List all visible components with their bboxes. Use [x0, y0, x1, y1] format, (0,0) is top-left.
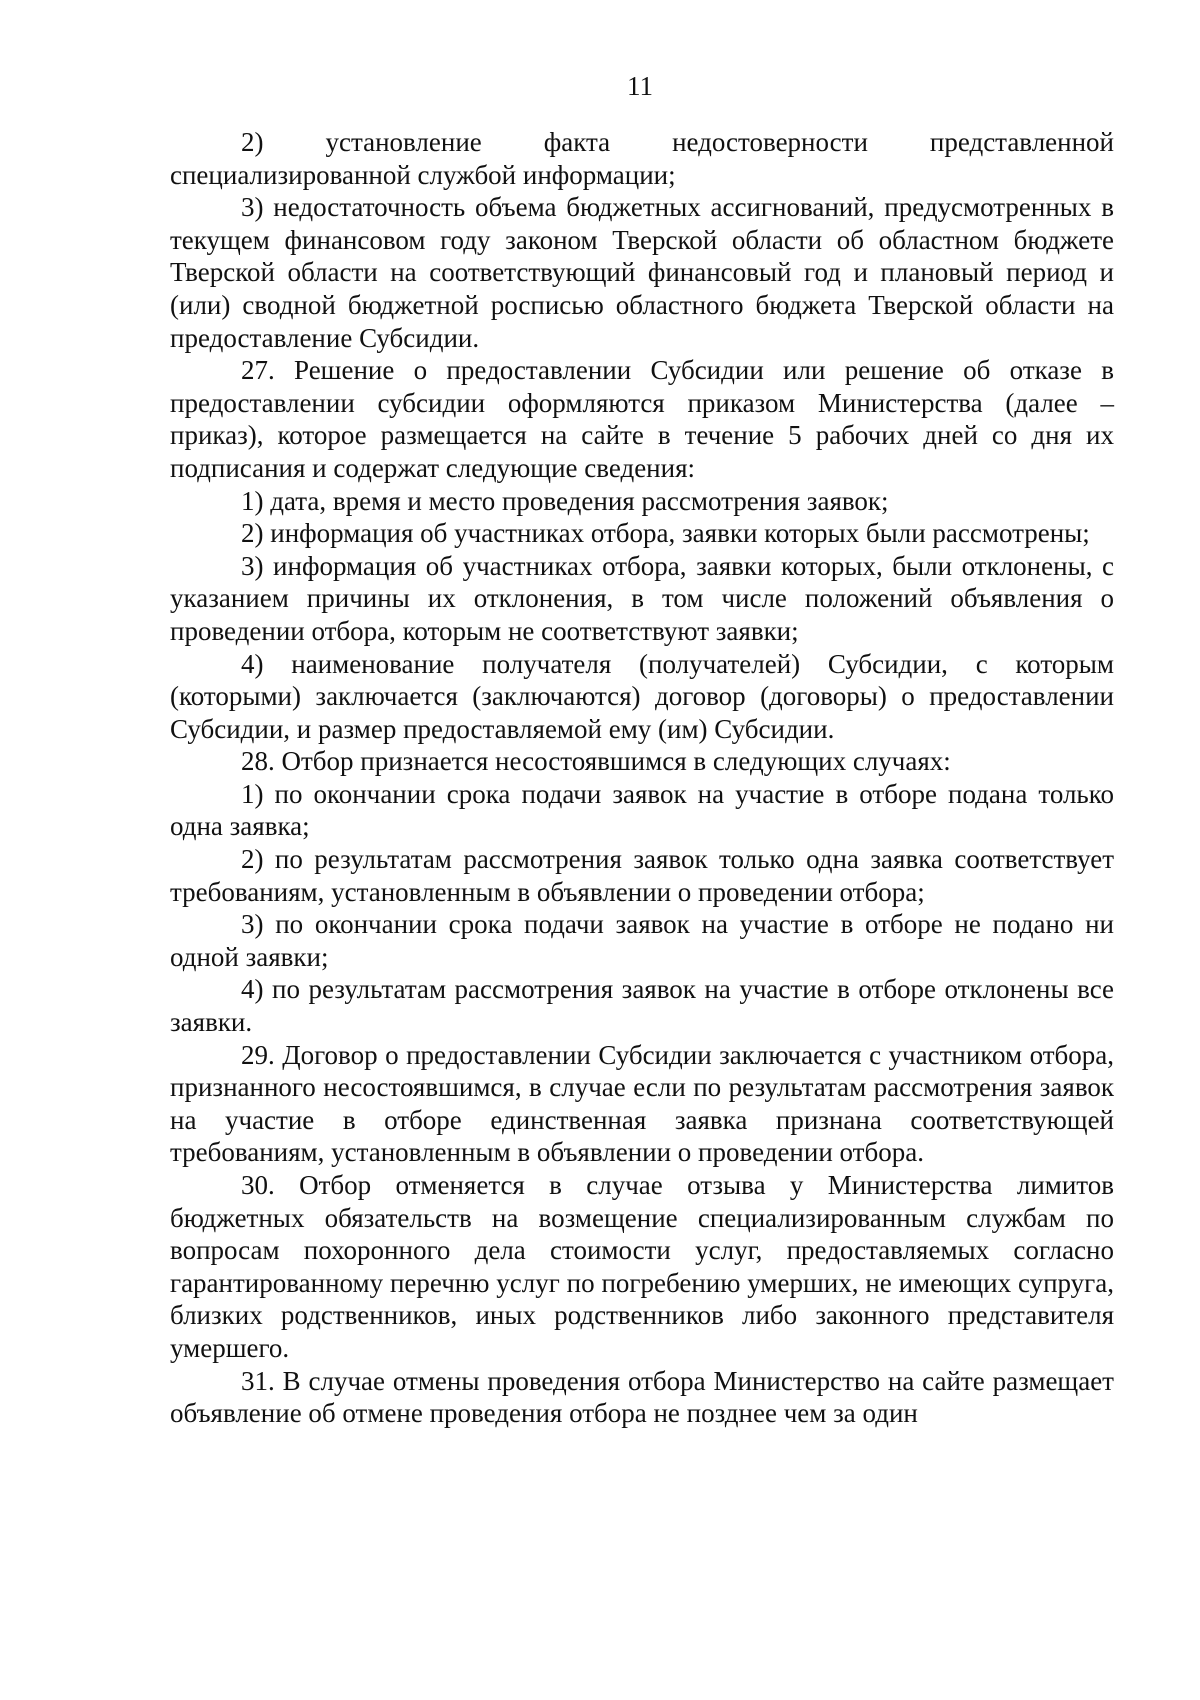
paragraph-clause-28-item-2: 2) по результатам рассмотрения заявок только одна заявка соответствует требованиям, установленным в объявлении о проведении отбора; — [170, 844, 1114, 907]
paragraph-clause-29: 29. Договор о предоставлении Субсидии заключается с участником отбора, признанного несостоявшимся, в случае если по результатам рассмотрения заявок на участие в отборе единственная заявка признана соответствующей требованиям, установленным в объявлении о проведении отбора. — [170, 1039, 1114, 1168]
paragraph-clause-30: 30. Отбор отменяется в случае отзыва у Министерства лимитов бюджетных обязательств на возмещение специализированным службам по вопросам похоронного дела стоимости услуг, предоставляемых согласно гарантированному перечню услуг по погребению умерших, не имеющих супруга, близких родственников, иных родственников либо законного представителя умершего. — [170, 1170, 1114, 1363]
paragraph-clause-28-item-4: 4) по результатам рассмотрения заявок на участие в отборе отклонены все заявки. — [170, 974, 1114, 1038]
paragraph-clause-27-item-3: 3) информация об участниках отбора, заявки которых, были отклонены, с указанием причины их отклонения, в том числе положений объявления о проведении отбора, которым не соответствуют заявки; — [170, 550, 1114, 646]
page-number: 11 — [627, 71, 653, 101]
paragraph-clause-28: 28. Отбор признается несостоявшимся в следующих случаях: — [241, 746, 951, 777]
paragraph-clause-27-item-2: 2) информация об участниках отбора, заявки которых были рассмотрены; — [241, 518, 1090, 549]
paragraph-clause-28-item-3: 3) по окончании срока подачи заявок на участие в отборе не подано ни одной заявки; — [170, 909, 1114, 972]
paragraph-clause-31: 31. В случае отмены проведения отбора Министерство на сайте размещает объявление об отмене проведения отбора не позднее чем за один — [170, 1365, 1114, 1429]
paragraph-clause-28-item-1: 1) по окончании срока подачи заявок на участие в отборе подана только одна заявка; — [170, 778, 1114, 842]
paragraph-item-2-unreliable-info: 2) установление факта недостоверности представленной специализированной службой информации; — [170, 127, 1114, 190]
paragraph-item-3-insufficient-budget: 3) недостаточность объема бюджетных ассигнований, предусмотренных в текущем финансовом году законом Тверской области об областном бюджете Тверской области на соответствующий финансовый год и плановый период и (или) сводной бюджетной росписью областного бюджета Тверской области на предоставление Субсидии. — [170, 192, 1114, 353]
paragraph-clause-27-item-4: 4) наименование получателя (получателей) Субсидии, с которым (которыми) заключается (заключаются) договор (договоры) о предоставлении Субсидии, и размер предоставляемой ему (им) Субсидии. — [170, 648, 1114, 744]
paragraph-clause-27: 27. Решение о предоставлении Субсидии или решение об отказе в предоставлении субсидии оформляются приказом Министерства (далее – приказ), которое размещается на сайте в течение 5 рабочих дней со дня их подписания и содержат следующие сведения: — [170, 355, 1114, 483]
paragraph-clause-27-item-1: 1) дата, время и место проведения рассмотрения заявок; — [241, 485, 889, 516]
document-body — [170, 126, 1114, 1430]
